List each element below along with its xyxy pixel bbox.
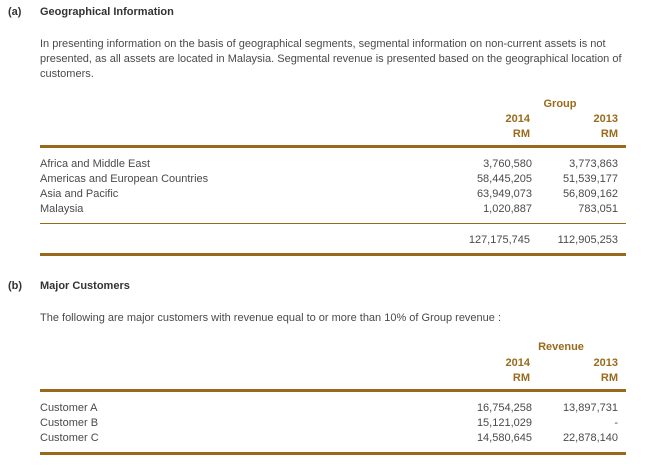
table-cell-2013: 3,773,863	[569, 158, 618, 170]
col-2013-year: 2013	[593, 113, 618, 125]
table-cell-2014: 58,445,205	[476, 173, 532, 185]
col-2014-unit: RM	[512, 128, 530, 140]
table-cell-2013: 13,897,731	[562, 402, 618, 414]
table-cell-2014: 3,760,580	[483, 158, 532, 170]
table-cell-2013: 22,878,140	[562, 432, 618, 444]
total-2014: 127,175,745	[468, 234, 530, 246]
table-cell-2014: 63,949,073	[476, 188, 532, 200]
table-row-label: Americas and European Countries	[40, 173, 209, 185]
col-2013-unit: RM	[600, 128, 618, 140]
bottom-rule	[40, 452, 626, 455]
table-row-label: Asia and Pacific	[40, 188, 119, 200]
table-row-label: Customer C	[40, 432, 99, 444]
table-cell-2014: 14,580,645	[476, 432, 532, 444]
table-cell-2013: 56,809,162	[562, 188, 618, 200]
col-2014-unit: RM	[512, 372, 530, 384]
section-b-paragraph: The following are major customers with revenue equal to or more than 10% of Group revenue :	[40, 312, 502, 324]
col-2014-year: 2014	[505, 113, 530, 125]
col-2013-year: 2013	[593, 357, 618, 369]
table-cell-2014: 16,754,258	[476, 402, 532, 414]
table-row-label: Malaysia	[40, 203, 84, 215]
section-a-paragraph: In presenting information on the basis of geographical segments, segmental information on non-current assets is not presented, as all assets are located in Malaysia. Segmental revenue is presented based on the geographical location of customers.	[40, 38, 622, 80]
table-row-label: Customer A	[40, 402, 98, 414]
col-2013-unit: RM	[600, 372, 618, 384]
table-row-label: Customer B	[40, 417, 99, 429]
revenue-header: Revenue	[538, 341, 584, 353]
table-cell-2013: 51,539,177	[562, 173, 618, 185]
table-cell-2014: 15,121,029	[476, 417, 532, 429]
section-b-marker: (b)	[8, 280, 23, 292]
total-rule	[40, 253, 626, 256]
total-2013: 112,905,253	[557, 234, 618, 246]
table-cell-2014: 1,020,887	[483, 203, 532, 215]
section-a-title: Geographical Information	[40, 6, 174, 18]
table-cell-2013: 783,051	[578, 203, 618, 215]
section-b-title: Major Customers	[40, 280, 130, 292]
header-rule	[40, 389, 626, 392]
subtotal-rule	[40, 223, 626, 224]
table-cell-2013: -	[614, 417, 618, 429]
header-rule	[40, 145, 626, 148]
col-2014-year: 2014	[505, 357, 530, 369]
table-row-label: Africa and Middle East	[40, 158, 151, 170]
section-a-marker: (a)	[8, 6, 22, 18]
group-header: Group	[543, 98, 577, 110]
